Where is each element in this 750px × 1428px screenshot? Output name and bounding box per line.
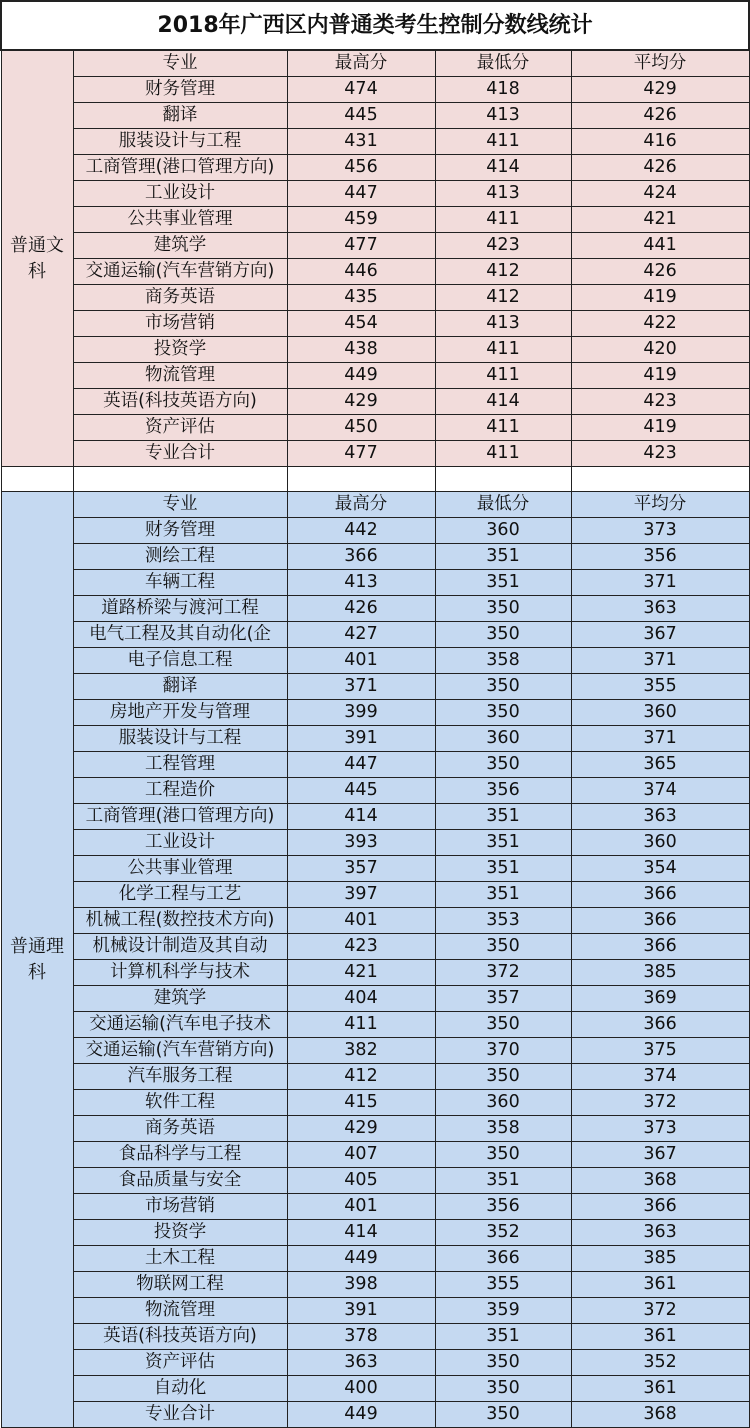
min-score-cell: 423	[435, 233, 571, 259]
major-cell: 英语(科技英语方向)	[73, 1324, 287, 1350]
major-cell: 建筑学	[73, 233, 287, 259]
table-row	[1, 986, 749, 1012]
min-score-cell: 353	[435, 908, 571, 934]
major-cell: 财务管理	[73, 518, 287, 544]
avg-score-cell: 371	[571, 648, 749, 674]
table-row	[1, 1090, 749, 1116]
major-cell: 交通运输(汽车营销方向)	[73, 1038, 287, 1064]
table-row	[1, 596, 749, 622]
max-score-cell: 401	[287, 1194, 435, 1220]
avg-score-cell: 374	[571, 1064, 749, 1090]
major-cell: 公共事业管理	[73, 856, 287, 882]
max-score-cell: 412	[287, 1064, 435, 1090]
major-cell: 物流管理	[73, 363, 287, 389]
avg-score-cell: 422	[571, 311, 749, 337]
avg-score-cell: 421	[571, 207, 749, 233]
major-cell: 车辆工程	[73, 570, 287, 596]
avg-score-cell: 366	[571, 882, 749, 908]
col-header-avg: 平均分	[571, 492, 749, 518]
major-cell: 道路桥梁与渡河工程	[73, 596, 287, 622]
avg-score-cell: 365	[571, 752, 749, 778]
major-cell: 测绘工程	[73, 544, 287, 570]
max-score-cell: 431	[287, 129, 435, 155]
min-score-cell: 372	[435, 960, 571, 986]
min-score-cell: 351	[435, 882, 571, 908]
table-row	[1, 752, 749, 778]
avg-score-cell: 367	[571, 622, 749, 648]
avg-score-cell: 361	[571, 1324, 749, 1350]
max-score-cell: 445	[287, 103, 435, 129]
major-cell: 工程造价	[73, 778, 287, 804]
avg-score-cell: 423	[571, 441, 749, 467]
title-row	[1, 1, 749, 50]
major-cell: 汽车服务工程	[73, 1064, 287, 1090]
min-score-cell: 351	[435, 804, 571, 830]
max-score-cell: 459	[287, 207, 435, 233]
max-score-cell: 407	[287, 1142, 435, 1168]
avg-score-cell: 373	[571, 518, 749, 544]
table-row	[1, 1246, 749, 1272]
max-score-cell: 474	[287, 77, 435, 103]
spacer-cell	[287, 467, 435, 492]
max-score-cell: 363	[287, 1350, 435, 1376]
max-score-cell: 411	[287, 1012, 435, 1038]
major-cell: 公共事业管理	[73, 207, 287, 233]
table-row	[1, 77, 749, 103]
max-score-cell: 405	[287, 1168, 435, 1194]
avg-score-cell: 354	[571, 856, 749, 882]
max-score-cell: 371	[287, 674, 435, 700]
avg-score-cell: 385	[571, 960, 749, 986]
major-cell: 工业设计	[73, 830, 287, 856]
min-score-cell: 350	[435, 700, 571, 726]
major-cell: 专业合计	[73, 1402, 287, 1428]
table-row	[1, 1402, 749, 1428]
science-header-row	[1, 492, 749, 518]
table-row	[1, 1012, 749, 1038]
table-row	[1, 1298, 749, 1324]
table-row	[1, 181, 749, 207]
table-row	[1, 1272, 749, 1298]
max-score-cell: 415	[287, 1090, 435, 1116]
table-row	[1, 389, 749, 415]
major-cell: 翻译	[73, 103, 287, 129]
major-cell: 投资学	[73, 1220, 287, 1246]
col-header-max: 最高分	[287, 50, 435, 77]
table-row	[1, 311, 749, 337]
max-score-cell: 413	[287, 570, 435, 596]
avg-score-cell: 363	[571, 1220, 749, 1246]
min-score-cell: 360	[435, 518, 571, 544]
min-score-cell: 351	[435, 1324, 571, 1350]
table-row	[1, 1324, 749, 1350]
max-score-cell: 397	[287, 882, 435, 908]
major-cell: 市场营销	[73, 1194, 287, 1220]
avg-score-cell: 360	[571, 700, 749, 726]
avg-score-cell: 419	[571, 363, 749, 389]
avg-score-cell: 373	[571, 1116, 749, 1142]
table-row	[1, 544, 749, 570]
max-score-cell: 447	[287, 181, 435, 207]
major-cell: 计算机科学与技术	[73, 960, 287, 986]
table-row	[1, 415, 749, 441]
table-row	[1, 1168, 749, 1194]
min-score-cell: 351	[435, 570, 571, 596]
max-score-cell: 391	[287, 726, 435, 752]
table-row	[1, 1142, 749, 1168]
max-score-cell: 401	[287, 648, 435, 674]
major-cell: 投资学	[73, 337, 287, 363]
max-score-cell: 427	[287, 622, 435, 648]
avg-score-cell: 361	[571, 1272, 749, 1298]
min-score-cell: 360	[435, 726, 571, 752]
avg-score-cell: 426	[571, 155, 749, 181]
max-score-cell: 429	[287, 1116, 435, 1142]
min-score-cell: 350	[435, 1376, 571, 1402]
min-score-cell: 413	[435, 311, 571, 337]
min-score-cell: 357	[435, 986, 571, 1012]
table-row	[1, 1038, 749, 1064]
major-cell: 服装设计与工程	[73, 129, 287, 155]
table-row	[1, 1116, 749, 1142]
table-row	[1, 570, 749, 596]
max-score-cell: 449	[287, 363, 435, 389]
min-score-cell: 355	[435, 1272, 571, 1298]
max-score-cell: 450	[287, 415, 435, 441]
major-cell: 软件工程	[73, 1090, 287, 1116]
avg-score-cell: 416	[571, 129, 749, 155]
max-score-cell: 400	[287, 1376, 435, 1402]
table-row	[1, 518, 749, 544]
major-cell: 电气工程及其自动化(企	[73, 622, 287, 648]
major-cell: 市场营销	[73, 311, 287, 337]
min-score-cell: 358	[435, 1116, 571, 1142]
max-score-cell: 449	[287, 1246, 435, 1272]
min-score-cell: 352	[435, 1220, 571, 1246]
min-score-cell: 350	[435, 622, 571, 648]
max-score-cell: 426	[287, 596, 435, 622]
avg-score-cell: 372	[571, 1298, 749, 1324]
col-header-max: 最高分	[287, 492, 435, 518]
min-score-cell: 412	[435, 259, 571, 285]
min-score-cell: 351	[435, 1168, 571, 1194]
avg-score-cell: 366	[571, 1012, 749, 1038]
min-score-cell: 411	[435, 337, 571, 363]
col-header-min: 最低分	[435, 492, 571, 518]
avg-score-cell: 375	[571, 1038, 749, 1064]
table-row	[1, 1064, 749, 1090]
min-score-cell: 351	[435, 544, 571, 570]
avg-score-cell: 441	[571, 233, 749, 259]
avg-score-cell: 363	[571, 596, 749, 622]
science-group-label: 普通理科	[1, 492, 73, 1428]
avg-score-cell: 366	[571, 908, 749, 934]
min-score-cell: 413	[435, 181, 571, 207]
max-score-cell: 393	[287, 830, 435, 856]
avg-score-cell: 426	[571, 259, 749, 285]
min-score-cell: 350	[435, 596, 571, 622]
spacer-cell	[1, 467, 73, 492]
table-row	[1, 856, 749, 882]
col-header-major: 专业	[73, 492, 287, 518]
table-row	[1, 1376, 749, 1402]
major-cell: 资产评估	[73, 1350, 287, 1376]
major-cell: 工商管理(港口管理方向)	[73, 804, 287, 830]
min-score-cell: 351	[435, 856, 571, 882]
major-cell: 服装设计与工程	[73, 726, 287, 752]
major-cell: 商务英语	[73, 1116, 287, 1142]
major-cell: 商务英语	[73, 285, 287, 311]
min-score-cell: 358	[435, 648, 571, 674]
max-score-cell: 378	[287, 1324, 435, 1350]
avg-score-cell: 368	[571, 1168, 749, 1194]
table-row	[1, 1220, 749, 1246]
avg-score-cell: 426	[571, 103, 749, 129]
max-score-cell: 404	[287, 986, 435, 1012]
table-row	[1, 337, 749, 363]
max-score-cell: 477	[287, 441, 435, 467]
min-score-cell: 350	[435, 674, 571, 700]
major-cell: 电子信息工程	[73, 648, 287, 674]
max-score-cell: 449	[287, 1402, 435, 1428]
max-score-cell: 429	[287, 389, 435, 415]
table-row	[1, 129, 749, 155]
spacer-cell	[435, 467, 571, 492]
avg-score-cell: 366	[571, 1194, 749, 1220]
table-row	[1, 674, 749, 700]
min-score-cell: 412	[435, 285, 571, 311]
min-score-cell: 350	[435, 752, 571, 778]
major-cell: 物联网工程	[73, 1272, 287, 1298]
avg-score-cell: 355	[571, 674, 749, 700]
min-score-cell: 356	[435, 778, 571, 804]
major-cell: 工商管理(港口管理方向)	[73, 155, 287, 181]
max-score-cell: 391	[287, 1298, 435, 1324]
max-score-cell: 454	[287, 311, 435, 337]
major-cell: 化学工程与工艺	[73, 882, 287, 908]
spacer-cell	[73, 467, 287, 492]
min-score-cell: 418	[435, 77, 571, 103]
major-cell: 工程管理	[73, 752, 287, 778]
arts-header-row	[1, 50, 749, 77]
avg-score-cell: 385	[571, 1246, 749, 1272]
avg-score-cell: 368	[571, 1402, 749, 1428]
table-row	[1, 1350, 749, 1376]
avg-score-cell: 419	[571, 285, 749, 311]
table-row	[1, 103, 749, 129]
avg-score-cell: 423	[571, 389, 749, 415]
max-score-cell: 414	[287, 1220, 435, 1246]
major-cell: 机械工程(数控技术方向)	[73, 908, 287, 934]
avg-score-cell: 356	[571, 544, 749, 570]
spacer-row	[1, 467, 749, 492]
avg-score-cell: 429	[571, 77, 749, 103]
min-score-cell: 350	[435, 1142, 571, 1168]
min-score-cell: 350	[435, 1064, 571, 1090]
major-cell: 自动化	[73, 1376, 287, 1402]
table-row	[1, 804, 749, 830]
avg-score-cell: 420	[571, 337, 749, 363]
major-cell: 财务管理	[73, 77, 287, 103]
major-cell: 交通运输(汽车电子技术	[73, 1012, 287, 1038]
table-row	[1, 441, 749, 467]
max-score-cell: 442	[287, 518, 435, 544]
table-row	[1, 700, 749, 726]
avg-score-cell: 360	[571, 830, 749, 856]
major-cell: 食品质量与安全	[73, 1168, 287, 1194]
max-score-cell: 357	[287, 856, 435, 882]
major-cell: 物流管理	[73, 1298, 287, 1324]
min-score-cell: 414	[435, 389, 571, 415]
major-cell: 工业设计	[73, 181, 287, 207]
avg-score-cell: 374	[571, 778, 749, 804]
min-score-cell: 350	[435, 1402, 571, 1428]
spacer-cell	[571, 467, 749, 492]
table-row	[1, 259, 749, 285]
avg-score-cell: 352	[571, 1350, 749, 1376]
table-row	[1, 648, 749, 674]
max-score-cell: 398	[287, 1272, 435, 1298]
table-row	[1, 960, 749, 986]
max-score-cell: 366	[287, 544, 435, 570]
avg-score-cell: 367	[571, 1142, 749, 1168]
major-cell: 英语(科技英语方向)	[73, 389, 287, 415]
max-score-cell: 438	[287, 337, 435, 363]
avg-score-cell: 363	[571, 804, 749, 830]
page-title: 2018年广西区内普通类考生控制分数线统计	[1, 1, 749, 50]
min-score-cell: 411	[435, 415, 571, 441]
max-score-cell: 421	[287, 960, 435, 986]
table-row	[1, 778, 749, 804]
min-score-cell: 411	[435, 363, 571, 389]
major-cell: 土木工程	[73, 1246, 287, 1272]
major-cell: 机械设计制造及其自动	[73, 934, 287, 960]
table-row	[1, 233, 749, 259]
table-row	[1, 934, 749, 960]
min-score-cell: 359	[435, 1298, 571, 1324]
major-cell: 专业合计	[73, 441, 287, 467]
col-header-avg: 平均分	[571, 50, 749, 77]
avg-score-cell: 419	[571, 415, 749, 441]
max-score-cell: 401	[287, 908, 435, 934]
min-score-cell: 370	[435, 1038, 571, 1064]
min-score-cell: 360	[435, 1090, 571, 1116]
min-score-cell: 411	[435, 129, 571, 155]
major-cell: 房地产开发与管理	[73, 700, 287, 726]
max-score-cell: 477	[287, 233, 435, 259]
max-score-cell: 435	[287, 285, 435, 311]
max-score-cell: 447	[287, 752, 435, 778]
major-cell: 翻译	[73, 674, 287, 700]
table-row	[1, 830, 749, 856]
table-row	[1, 285, 749, 311]
min-score-cell: 350	[435, 934, 571, 960]
max-score-cell: 382	[287, 1038, 435, 1064]
table-row	[1, 622, 749, 648]
avg-score-cell: 371	[571, 726, 749, 752]
min-score-cell: 366	[435, 1246, 571, 1272]
min-score-cell: 350	[435, 1012, 571, 1038]
min-score-cell: 413	[435, 103, 571, 129]
major-cell: 资产评估	[73, 415, 287, 441]
major-cell: 食品科学与工程	[73, 1142, 287, 1168]
avg-score-cell: 366	[571, 934, 749, 960]
max-score-cell: 445	[287, 778, 435, 804]
col-header-min: 最低分	[435, 50, 571, 77]
min-score-cell: 350	[435, 1350, 571, 1376]
table-row	[1, 908, 749, 934]
arts-group-label: 普通文科	[1, 50, 73, 467]
avg-score-cell: 361	[571, 1376, 749, 1402]
min-score-cell: 411	[435, 441, 571, 467]
max-score-cell: 399	[287, 700, 435, 726]
table-row	[1, 155, 749, 181]
max-score-cell: 446	[287, 259, 435, 285]
major-cell: 交通运输(汽车营销方向)	[73, 259, 287, 285]
max-score-cell: 423	[287, 934, 435, 960]
avg-score-cell: 424	[571, 181, 749, 207]
table-row	[1, 726, 749, 752]
avg-score-cell: 369	[571, 986, 749, 1012]
table-row	[1, 207, 749, 233]
table-row	[1, 882, 749, 908]
min-score-cell: 351	[435, 830, 571, 856]
min-score-cell: 356	[435, 1194, 571, 1220]
avg-score-cell: 372	[571, 1090, 749, 1116]
max-score-cell: 414	[287, 804, 435, 830]
table-row	[1, 1194, 749, 1220]
col-header-major: 专业	[73, 50, 287, 77]
min-score-cell: 411	[435, 207, 571, 233]
major-cell: 建筑学	[73, 986, 287, 1012]
max-score-cell: 456	[287, 155, 435, 181]
table-row	[1, 363, 749, 389]
avg-score-cell: 371	[571, 570, 749, 596]
min-score-cell: 414	[435, 155, 571, 181]
